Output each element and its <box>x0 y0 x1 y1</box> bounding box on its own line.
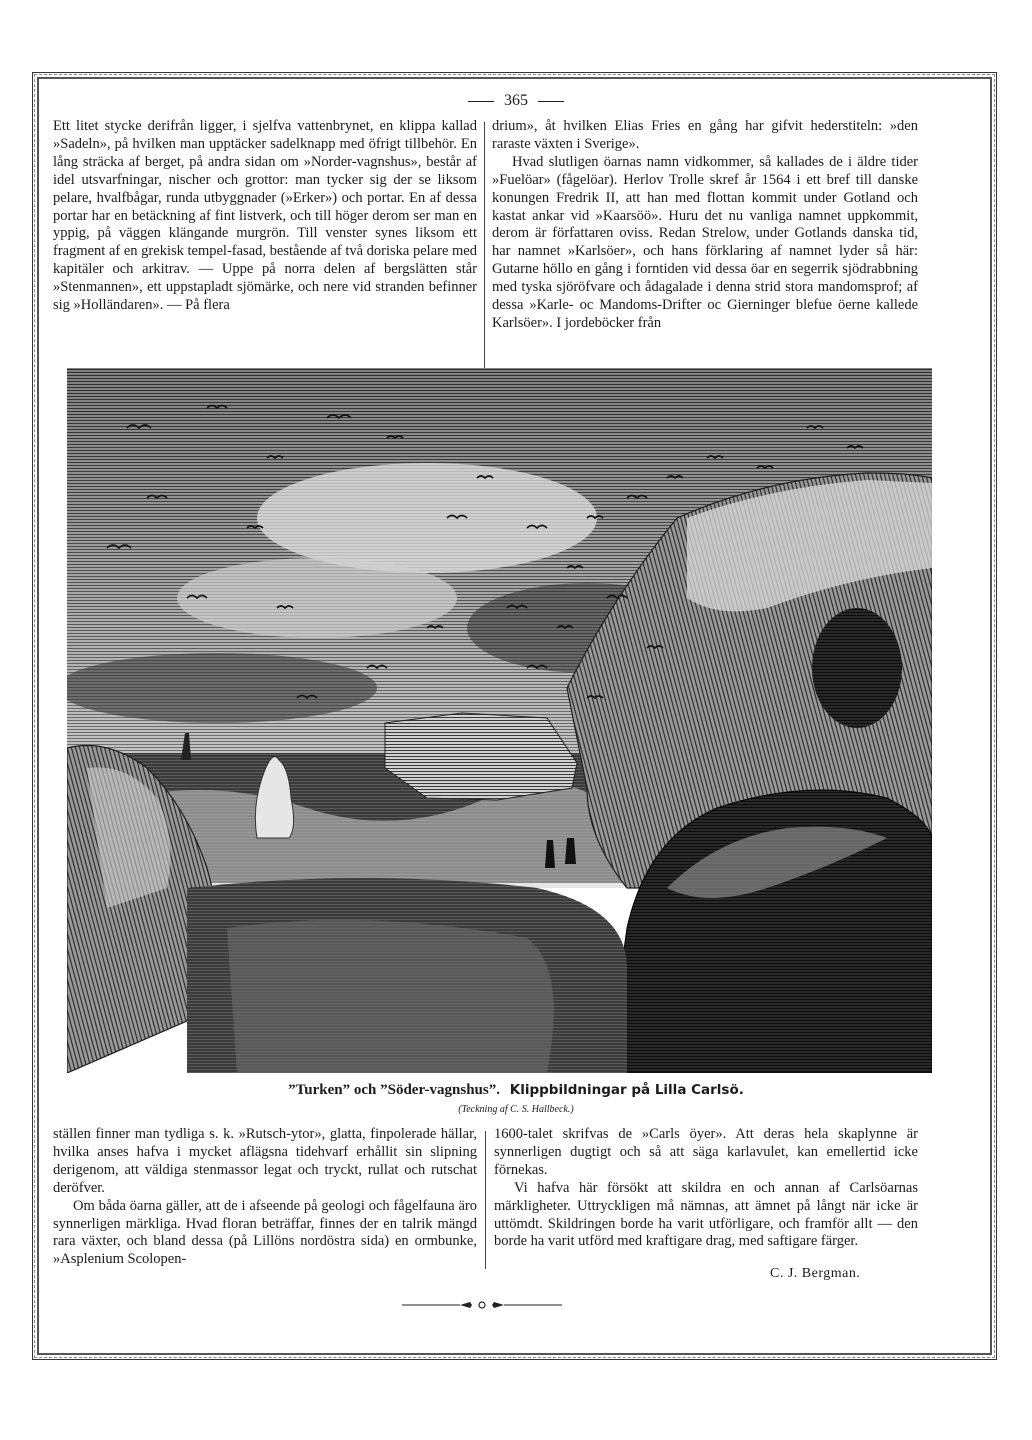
top-left-column <box>53 118 477 315</box>
engraving-illustration <box>67 368 932 1073</box>
column-rule-top <box>484 122 485 368</box>
bottom-left-paragraph-2: Om båda öarna gäller, att de i afseende på geologi och fågelfauna äro synnerligen märkliga. Hvad floran beträffar, finnes der en talrik mängd rara växter, och bland dessa (på Lillöns nordöstra sida) en ormbunke, »Asplenium Scolopen- <box>53 1197 477 1268</box>
column-rule-bottom <box>485 1131 486 1269</box>
top-left-paragraph-1: Ett litet stycke derifrån ligger, i sjelfva vattenbrynet, en klippa kallad »Sadeln», på hvilken man upptäcker sadelknapp med öfrigt tillbehör. En lång sträcka af berget, på andra sidan om »Norder-vagnshus», består af idel utsvarfningar, nischer och grottor: man tycker sig der se liksom pelare, hvalfbågar, runda utbyggnader (»Erker») och portar. En af dessa portar har en betäckning af fint listverk, och till höger derom ser man en yppig, på väggen klängande murgrön. Till venster synes liksom ett fragment af en grekisk tempel-fasad, bestående af två doriska pelare med kapitäler och arkitrav. — Uppe på norra delen af bergslätten står »Stenmannen», ett uppstapladt sjömärke, och nere vid stranden befinner sig »Holländaren». — På flera <box>53 118 477 314</box>
bottom-right-column <box>494 1126 918 1251</box>
engraving-cave <box>812 608 902 728</box>
end-flourish-ornament <box>400 1298 564 1312</box>
author-signature: C. J. Bergman. <box>770 1266 861 1281</box>
top-right-column <box>492 118 918 333</box>
engraving-cloud-light <box>177 558 457 638</box>
bottom-left-paragraph-1: ställen finner man tydliga s. k. »Rutsch-ytor», glatta, finpolerade hällar, hvilka anses hafva i mycket aflägsna tidehvarf erhållit sin slipning derigenom, att väldiga stenmassor legat och tryckt, rullat och rutschat deröfver. <box>53 1126 477 1196</box>
bottom-right-paragraph-2: Vi hafva här försökt att skildra en och annan af Carlsöarnas märkligheter. Uttryckligen må nämnas, att ämnet på långt när icke är uttömdt. Skildringen borde ha varit utförligare, och framför allt — den borde ha varit utförd med kraftigare drag, med saftigare färger. <box>494 1179 918 1250</box>
engraving-cliff-middle <box>385 713 577 800</box>
figure-caption <box>0 1082 1032 1099</box>
page-number-dash-left <box>468 101 494 102</box>
page-number <box>0 92 1032 110</box>
engraving-cloud-dark <box>67 653 377 723</box>
bottom-left-column <box>53 1126 477 1269</box>
top-right-paragraph-1: drium», åt hvilken Elias Fries en gång har gifvit hederstiteln: »den raraste växten i Sverige». <box>492 118 918 152</box>
page-number-value: 365 <box>504 92 528 109</box>
page-number-dash-right <box>538 101 564 102</box>
top-right-paragraph-2: Hvad slutligen öarnas namn vidkommer, så kallades de i äldre tider »Fuelöar» (fågelöar). Herlov Trolle skref år 1564 i ett bref till danske konungen Fredrik II, att han med flottan kommit under Gotland och kastat ankar vid »Kaarsöö». Huru det nu vanliga namnet uppkommit, derom är författaren oviss. Redan Strelow, under Gotlands danska tid, har namnet »Karlsöer», och hans förklaring af namnet lyder så här: Gutarne höllo en gång i forntiden vid dessa öar en segerrik sjödrabbning med tyska sjöröfvare och ådagalade i denna strid stora mandomsprof; af dessa »Karle- oc Mandoms-Drifter oc Gierninger blefue öerne kallede Karlsöer». I jordeböcker från <box>492 153 918 331</box>
figure-caption-sub: Klippbildningar på Lilla Carlsö. <box>509 1082 744 1098</box>
engraving-cloud-bright <box>257 463 597 573</box>
bottom-right-paragraph-1: 1600-talet skrifvas de »Carls öyer». Att deras hela skaplynne är synnerligen dugtigt och så att säga karlavulet, kan emellertid icke förnekas. <box>494 1126 918 1178</box>
figure-caption-main: ”Turken” och ”Söder-vagnshus”. <box>288 1082 500 1098</box>
figure-credit: (Teckning af C. S. Hallbeck.) <box>458 1104 574 1115</box>
